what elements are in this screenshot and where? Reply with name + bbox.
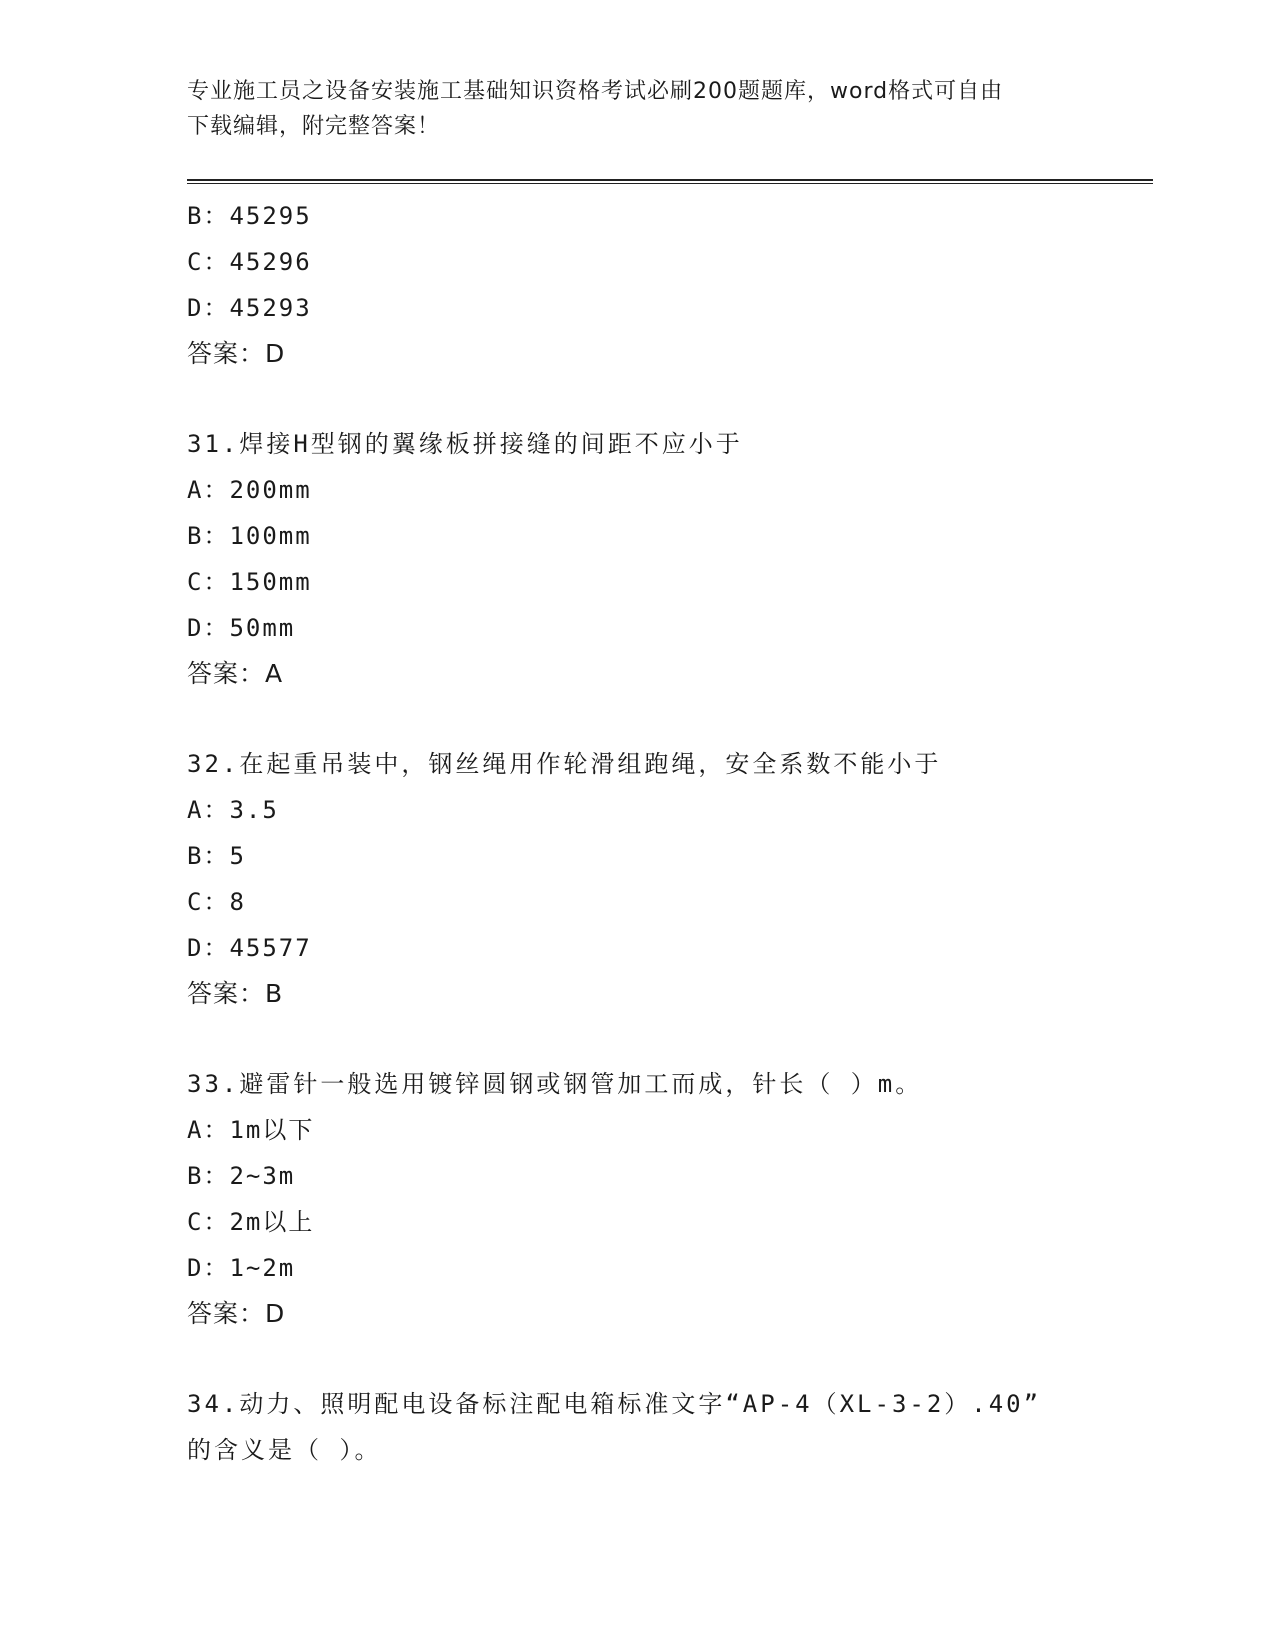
question-33: [187, 1061, 1153, 1337]
option-d: D：45293: [187, 294, 312, 322]
document-header: [187, 74, 1067, 144]
option-c: C：2m以上: [187, 1208, 315, 1236]
option-b: B：45295: [187, 202, 312, 230]
option-a: A：3.5: [187, 796, 279, 824]
option-c: C：150mm: [187, 568, 312, 596]
question-stem: 32.在起重吊装中，钢丝绳用作轮滑组跑绳，安全系数不能小于: [187, 750, 942, 778]
option-a: A：200mm: [187, 476, 312, 504]
option-b: B：2~3m: [187, 1162, 296, 1190]
option-c: C：45296: [187, 248, 312, 276]
question-30-continued: [187, 193, 1153, 377]
question-stem-line-1: 34.动力、照明配电设备标注配电箱标准文字“AP-4（XL-3-2）.40”: [187, 1390, 1042, 1418]
option-d: D：50mm: [187, 614, 296, 642]
header-title-line-2: 下载编辑，附完整答案！: [187, 114, 441, 139]
header-divider-thin: [187, 183, 1153, 184]
question-31: [187, 421, 1153, 697]
question-stem: 31.焊接H型钢的翼缘板拼接缝的间距不应小于: [187, 430, 743, 458]
header-divider-thick: [187, 179, 1153, 181]
answer-line: 答案：A: [187, 659, 284, 688]
option-a: A：1m以下: [187, 1116, 315, 1144]
question-stem-line-2: 的含义是（ ）。: [187, 1436, 382, 1464]
question-32: [187, 741, 1153, 1017]
question-stem: 33.避雷针一般选用镀锌圆钢或钢管加工而成，针长（ ）m。: [187, 1070, 923, 1098]
option-d: D：45577: [187, 934, 312, 962]
option-c: C：8: [187, 888, 246, 916]
option-d: D：1~2m: [187, 1254, 296, 1282]
answer-line: 答案：B: [187, 979, 284, 1008]
question-list: [187, 193, 1153, 1473]
option-b: B：100mm: [187, 522, 312, 550]
question-34: [187, 1381, 1153, 1473]
option-b: B：5: [187, 842, 246, 870]
answer-line: 答案：D: [187, 1299, 286, 1328]
answer-line: 答案：D: [187, 339, 286, 368]
header-title-line-1: 专业施工员之设备安装施工基础知识资格考试必刷200题题库，word格式可自由: [187, 79, 1004, 104]
